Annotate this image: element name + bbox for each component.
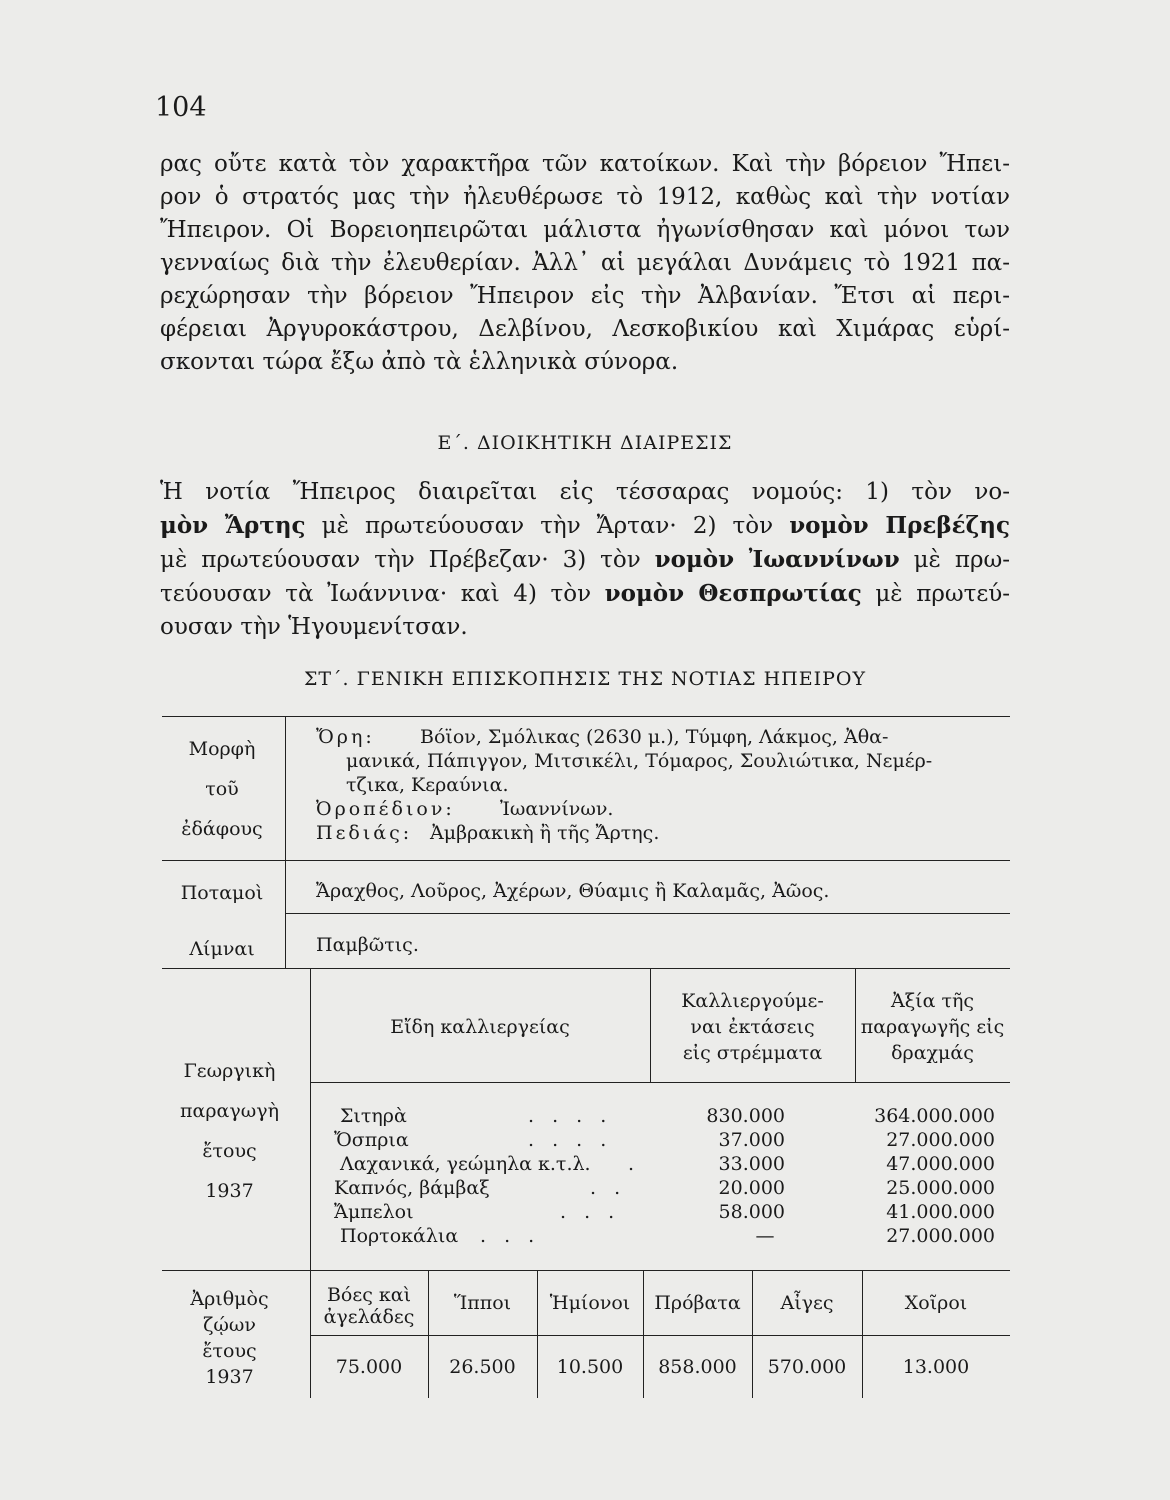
value-header: παραγωγῆς εἰς — [860, 1016, 1005, 1038]
table-divider-upper — [285, 716, 286, 968]
text-line: ουσαν τὴν Ἡγουμενίτσαν. — [160, 614, 468, 640]
text-line — [160, 543, 1010, 577]
table-col-divider — [752, 1270, 753, 1398]
table-col-divider — [537, 1270, 538, 1398]
crop-dots: . . . . — [528, 1105, 613, 1127]
crop-name: Σιτηρὰ — [340, 1105, 407, 1127]
section-st-heading: ΣΤ΄. ΓΕΝΙΚΗ ΕΠΙΣΚΟΠΗΣΙΣ ΤΗΣ ΝΟΤΙΑΣ ΗΠΕΙΡΟΥ — [303, 668, 867, 690]
nomos-artis: μὸν Ἄρτης — [160, 512, 306, 539]
text-line: Ἡ νοτία Ἤπειρος διαιρεῖται εἰς τέσσαρας νομούς: 1) τὸν νο- — [160, 479, 1010, 505]
crop-area: 37.000 — [718, 1129, 785, 1151]
zoa-label: ἔτους — [202, 1340, 257, 1362]
text-fragment: τεύουσαν τὰ Ἰωάννινα· καὶ 4) τὸν — [160, 581, 605, 607]
table-rule — [162, 968, 1010, 969]
crop-area: 830.000 — [706, 1105, 785, 1127]
section-e-heading: Ε΄. ΔΙΟΙΚΗΤΙΚΗ ΔΙΑΙΡΕΣΙΣ — [437, 432, 733, 454]
area-header: ναι ἐκτάσεις — [690, 1016, 815, 1038]
intro-paragraph — [160, 148, 1010, 379]
georgiki-label: Γεωργικὴ — [183, 1060, 276, 1082]
potamoi-value: Ἄραχθος, Λοῦρος, Ἀχέρων, Θύαμις ἢ Καλαμᾶς, Ἀῶος. — [316, 880, 830, 902]
text-fragment: μὲ πρωτεύουσαν τὴν Πρέβεζαν· 3) τὸν — [160, 547, 655, 573]
zoa-header: Χοῖροι — [904, 1292, 968, 1314]
text-line — [160, 577, 1010, 611]
zoa-header: Ἡμίονοι — [549, 1292, 631, 1314]
zoa-header: Αἶγες — [780, 1292, 834, 1314]
ori-key: Ὄρη: — [316, 726, 375, 748]
crop-name: Καπνός, βάμβαξ — [334, 1177, 490, 1199]
table-col-divider — [428, 1270, 429, 1398]
crop-name: Ἄμπελοι — [334, 1201, 414, 1223]
crop-dots: . . . — [480, 1225, 541, 1247]
ori-value: Βόϊον, Σμόλικας (2630 μ.), Τύμφη, Λάκμος, Ἀθα- — [420, 726, 889, 748]
crop-dots: . . . — [560, 1201, 621, 1223]
crop-dots: . — [628, 1153, 635, 1175]
text-line — [160, 509, 1010, 543]
text-line: ρον ὁ στρατός μας τὴν ἠλευθέρωσε τὸ 1912, καθὼς καὶ τὴν νοτίαν — [160, 184, 1010, 210]
nomos-ioanninon: νομὸν Ἰωαννίνων — [654, 546, 900, 573]
georgiki-label: 1937 — [205, 1180, 254, 1202]
text-fragment: μὲ πρωτεύουσαν τὴν Ἄρταν· 2) τὸν — [305, 513, 790, 539]
zoa-header: Βόες καὶ — [326, 1284, 412, 1306]
georgiki-label: ἔτους — [202, 1140, 257, 1162]
crop-area: 20.000 — [718, 1177, 785, 1199]
area-header: εἰς στρέμματα — [682, 1042, 823, 1064]
table-rule — [162, 860, 1010, 861]
crop-value: 25.000.000 — [886, 1177, 995, 1199]
zoa-header: ἀγελάδες — [323, 1306, 415, 1328]
nomos-thesprotias: νομὸν Θεσπρωτίας — [604, 580, 862, 607]
value-header: δραχμάς — [891, 1042, 974, 1064]
table-rule — [310, 1335, 1010, 1336]
limnai-label: Λίμναι — [189, 938, 255, 960]
ori-value: τζικα, Κεραύνια. — [346, 774, 509, 796]
nomos-prevezis: νομὸν Πρεβέζης — [789, 512, 1011, 539]
zoa-value: 26.500 — [449, 1356, 516, 1378]
zoa-header: Ἵπποι — [453, 1292, 512, 1314]
georgiki-label: παραγωγὴ — [180, 1100, 279, 1122]
crop-value: 27.000.000 — [886, 1129, 995, 1151]
crop-area: 33.000 — [718, 1153, 785, 1175]
crop-area: — — [755, 1225, 775, 1247]
crop-type-header: Εἴδη καλλιεργείας — [390, 1016, 570, 1038]
table-rule — [285, 913, 1010, 914]
table-rule — [310, 1082, 1010, 1083]
text-line: γενναίως διὰ τὴν ἐλευθερίαν. Ἀλλ᾽ αἱ μεγάλαι Δυνάμεις τὸ 1921 πα- — [160, 250, 1010, 276]
zoa-value: 858.000 — [658, 1356, 737, 1378]
section-e-paragraph — [160, 476, 1010, 644]
zoa-value: 75.000 — [335, 1356, 403, 1378]
crop-dots: . . . . — [528, 1129, 613, 1151]
potamoi-label: Ποταμοὶ — [180, 882, 264, 904]
table-col-divider — [862, 1270, 863, 1398]
crop-name: Ὄσπρια — [334, 1129, 409, 1151]
area-header: Καλλιεργούμε- — [681, 990, 824, 1012]
text-line: σκονται τώρα ἔξω ἀπὸ τὰ ἑλληνικὰ σύνορα. — [160, 349, 679, 375]
text-line: ρεχώρησαν τὴν βόρειον Ἤπειρον εἰς τὴν Ἀλβανίαν. Ἔτσι αἱ περι- — [160, 283, 1010, 309]
limnai-value: Παμβῶτις. — [316, 934, 419, 956]
value-header: Ἀξία τῆς — [890, 990, 975, 1012]
oropedio-key: Ὀροπέδιον: — [316, 798, 455, 820]
zoa-label: Ἀριθμὸς — [190, 1288, 269, 1310]
table-col-divider — [643, 1270, 644, 1398]
crop-value: 47.000.000 — [886, 1153, 995, 1175]
table-rule — [162, 1270, 1010, 1271]
text-fragment: μὲ πρω- — [899, 547, 1010, 573]
zoa-value: 13.000 — [902, 1356, 970, 1378]
crop-value: 364.000.000 — [874, 1105, 995, 1127]
pedias-key: Πεδιάς: — [316, 822, 413, 844]
ori-value: μανικά, Πάπιγγον, Μιτσικέλι, Τόμαρος, Σουλιώτικα, Νεμέρ- — [346, 750, 933, 772]
text-fragment: μὲ πρωτεύ- — [861, 581, 1010, 607]
text-line: Ἤπειρον. Οἱ Βορειοηπειρῶται μάλιστα ἠγωνίσθησαν καὶ μόνοι των — [160, 217, 1010, 243]
morphi-label: Μορφὴ — [188, 738, 256, 760]
pedias-value: Ἀμβρακικὴ ἢ τῆς Ἄρτης. — [430, 822, 660, 844]
text-line: φέρειαι Ἀργυροκάστρου, Δελβίνου, Λεσκοβικίου καὶ Χιμάρας εὑρί- — [160, 316, 1010, 342]
zoa-value: 570.000 — [767, 1356, 847, 1378]
oropedio-value: Ἰωαννίνων. — [500, 798, 614, 820]
crop-name: Λαχανικά, γεώμηλα κ.τ.λ. — [340, 1153, 591, 1175]
zoa-label: ζῴων — [203, 1314, 256, 1336]
crop-value: 41.000.000 — [886, 1201, 995, 1223]
table-top-rule — [162, 716, 1010, 717]
morphi-label: τοῦ — [205, 778, 239, 800]
page-number: 104 — [155, 92, 207, 123]
crop-area: 58.000 — [718, 1201, 785, 1223]
crop-dots: . . — [590, 1177, 627, 1199]
morphi-label: ἐδάφους — [181, 818, 263, 840]
zoa-label: 1937 — [205, 1366, 254, 1388]
zoa-value: 10.500 — [556, 1356, 624, 1378]
crop-name: Πορτοκάλια — [340, 1225, 459, 1247]
crop-value: 27.000.000 — [886, 1225, 995, 1247]
zoa-header: Πρόβατα — [654, 1292, 741, 1314]
text-line: ρας οὔτε κατὰ τὸν χαρακτῆρα τῶν κατοίκων. Καὶ τὴν βόρειον Ἤπει- — [160, 151, 1010, 177]
